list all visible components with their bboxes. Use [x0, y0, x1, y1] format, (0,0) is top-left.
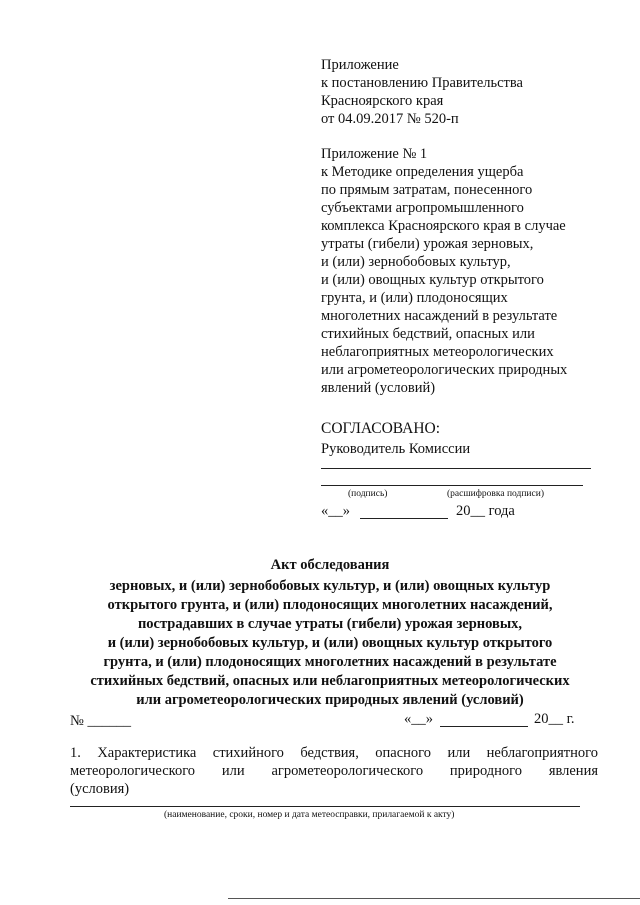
section1-line: 1. Характеристика стихийного бедствия, опасного или неблагоприятного — [70, 745, 598, 761]
section1-fill-line — [70, 806, 580, 807]
approval-head: Руководитель Комиссии — [321, 441, 471, 457]
appendix1-line: и (или) зернобобовых культур, — [321, 254, 511, 270]
appendix1-line: неблагоприятных метеорологических — [321, 344, 554, 360]
act-title-line: стихийных бедствий, опасных или неблагоприятных метеорологических — [90, 673, 570, 689]
appendix1-line: субъектами агропромышленного — [321, 200, 524, 216]
section1-line: метеорологического или агрометеорологического природного явления — [70, 763, 598, 779]
appendix-line: от 04.09.2017 № 520-п — [321, 111, 459, 127]
act-title-line: и (или) зернобобовых культур, и (или) овощных культур открытого — [107, 635, 553, 651]
appendix1-line: грунта, и (или) плодоносящих — [321, 290, 508, 306]
appendix1-line: утраты (гибели) урожая зерновых, — [321, 236, 534, 252]
appendix-block — [321, 56, 523, 128]
approval-date-year: 20__ года — [456, 503, 515, 519]
approval-date-day: «__» — [321, 503, 350, 519]
appendix1-line: по прямым затратам, понесенного — [321, 182, 533, 198]
act-title-line: грунта, и (или) плодоносящих многолетних насаждений в результате — [103, 654, 557, 670]
act-date-day: «__» — [404, 711, 433, 727]
appendix1-line: стихийных бедствий, опасных или — [321, 326, 535, 342]
act-title-line: открытого грунта, и (или) плодоносящих многолетних насаждений, — [107, 597, 553, 613]
signature-caption: (подпись) — [348, 489, 388, 499]
act-number: № ______ — [70, 713, 131, 729]
approval-date-month-line — [360, 518, 448, 519]
appendix-line: Красноярского края — [321, 93, 444, 109]
act-title-line: Акт обследования — [270, 557, 390, 573]
section1-line: (условия) — [70, 781, 130, 797]
act-title — [40, 556, 620, 710]
appendix1-line: комплекса Красноярского края в случае — [321, 218, 566, 234]
approval-signature-line-2 — [321, 485, 583, 486]
appendix1-line: Приложение № 1 — [321, 146, 428, 162]
appendix1-block — [321, 145, 567, 397]
appendix-line: к постановлению Правительства — [321, 75, 523, 91]
act-date-month-line — [440, 726, 528, 727]
appendix1-line: явлений (условий) — [321, 380, 436, 396]
act-title-line: пострадавших в случае утраты (гибели) урожая зерновых, — [137, 616, 523, 632]
section1-caption: (наименование, сроки, номер и дата метеосправки, прилагаемой к акту) — [164, 810, 455, 820]
appendix1-line: к Методике определения ущерба — [321, 164, 524, 180]
act-date-year: 20__ г. — [534, 711, 575, 727]
appendix1-line: и (или) овощных культур открытого — [321, 272, 544, 288]
appendix1-line: или агрометеорологических природных — [321, 362, 568, 378]
appendix-line: Приложение — [321, 57, 399, 73]
scan-edge-line — [228, 898, 640, 899]
act-title-line: зерновых, и (или) зернобобовых культур, и (или) овощных культур — [109, 578, 551, 594]
section1-text — [70, 744, 598, 798]
appendix1-line: многолетних насаждений в результате — [321, 308, 558, 324]
decoding-caption: (расшифровка подписи) — [447, 489, 544, 499]
approval-agreed: СОГЛАСОВАНО: — [321, 420, 441, 437]
act-title-line: или агрометеорологических природных явлений (условий) — [136, 692, 524, 708]
approval-signature-line-1 — [321, 468, 591, 469]
